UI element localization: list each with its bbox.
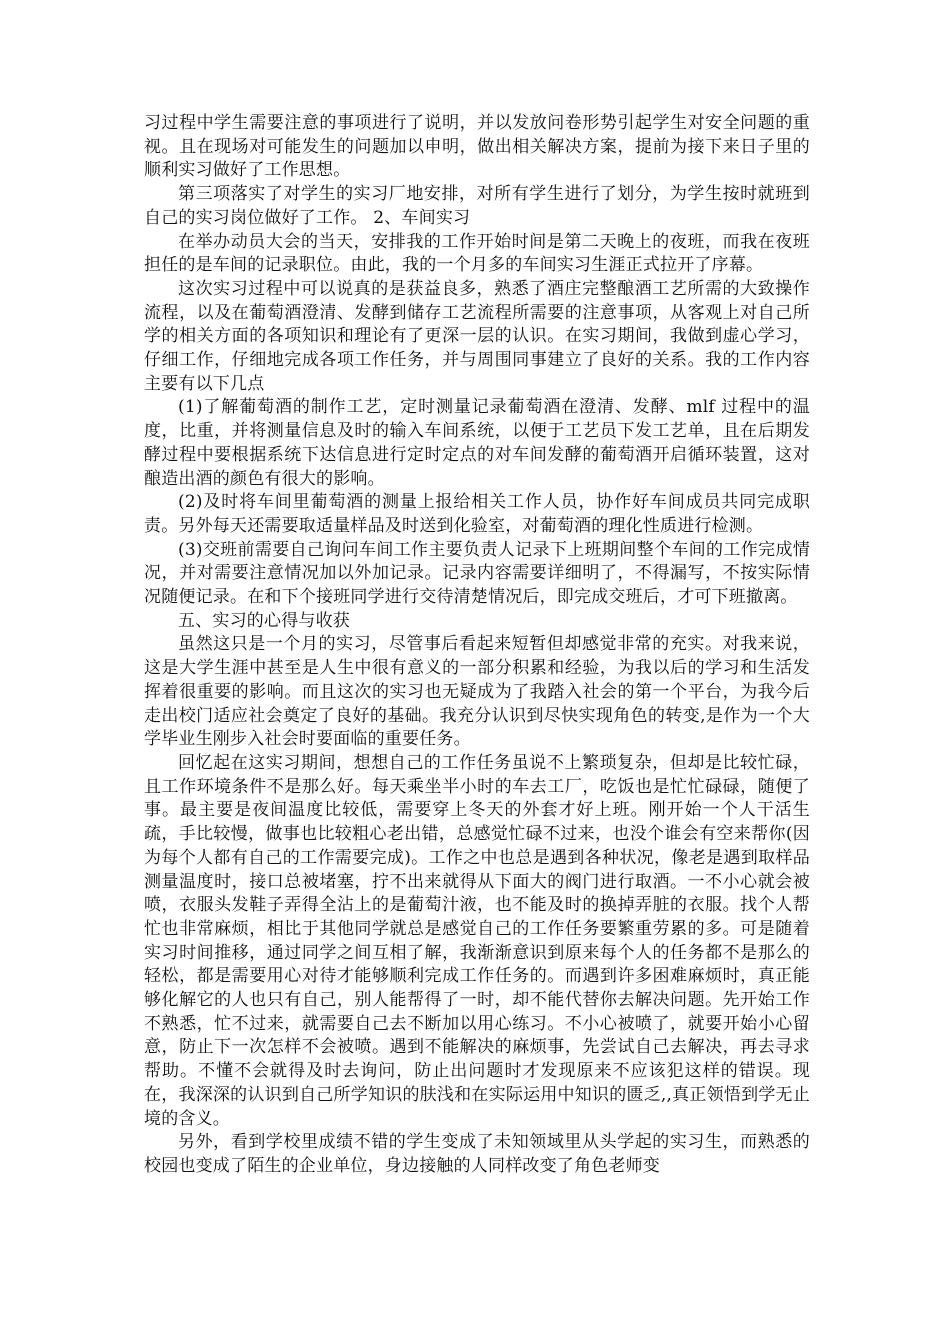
paragraph-third-item: 第三项落实了对学生的实习厂地安排，对所有学生进行了划分，为学生按时就班到自己的实习岗位做好了工作。 2、车间实习 — [144, 184, 810, 228]
paragraph-duty-1: (1)了解葡萄酒的制作工艺，定时测量记录葡萄酒在澄清、发酵、mlf 过程中的温度，比重，并将测量信息及时的输入车间系统，以便于工艺员下发工艺单，且在后期发酵过程中要根据系统下达信息进行定时定点的对车间发酵的葡萄酒开启循环装置，这对酿造出酒的颜色有很大的影响。 — [144, 397, 810, 489]
paragraph-reflection-3: 另外，看到学校里成绩不错的学生变成了未知领域里从头学起的实习生，而熟悉的校园也变成了陌生的企业单位，身边接触的人同样改变了角色老师变 — [144, 1132, 810, 1176]
paragraph-reflection-2: 回忆起在这实习期间，想想自己的工作任务虽说不上繁琐复杂，但却是比较忙碌，且工作环境条件不是那么好。每天乘坐半小时的车去工厂，吃饭也是忙忙碌碌，随便了事。最主要是夜间温度比较低，需要穿上冬天的外套才好上班。刚开始一个人干活生疏，手比较慢，做事也比较粗心老出错，总感觉忙碌不过来，也没个谁会有空来帮你(因为每个人都有自己的工作需要完成)。工作之中也总是遇到各种状况，像老是遇到取样品测量温度时，接口总被堵塞，拧不出来就得从下面大的阀门进行取酒。一不小心就会被喷，衣服头发鞋子弄得全沾上的是葡萄汁液，也不能及时的换掉弄脏的衣服。找个人帮忙也非常麻烦，相比于其他同学就总是感觉自己的工作任务要繁重劳累的多。可是随着实习时间推移，通过同学之间互相了解，我渐渐意识到原来每个人的任务都不是那么的轻松，都是需要用心对待才能够顺利完成工作任务的。而遇到许多困难麻烦时，真正能够化解它的人也只有自己，别人能帮得了一时，却不能代替你去解决问题。先开始工作不熟悉，忙不过来，就需要自己去不断加以用心练习。不小心被喷了，就要开始小心留意，防止下一次怎样不会被喷。遇到不能解决的麻烦事，先尝试自己去解决，再去寻求帮助。不懂不会就得及时去询问，防止出问题时才发现原来不应该犯这样的错误。现在，我深深的认识到自己所学知识的肤浅和在实际运用中知识的匮乏,,真正领悟到学无止境的含义。 — [144, 752, 810, 1129]
paragraph-duty-2: (2)及时将车间里葡萄酒的测量上报给相关工作人员，协作好车间成员共同完成职责。另外每天还需要取适量样品及时送到化验室，对葡萄酒的理化性质进行检测。 — [144, 492, 810, 536]
paragraph-duty-3: (3)交班前需要自己询问车间工作主要负责人记录下上班期间整个车间的工作完成情况，并对需要注意情况加以外加记录。记录内容需要详细明了，不得漏写，不按实际情况随便记录。在和下个接班同学进行交待清楚情况后，即完成交班后，才可下班撤离。 — [144, 539, 810, 608]
document-body — [144, 112, 810, 1179]
paragraph-reflection-1: 虽然这只是一个月的实习，尽管事后看起来短暂但却感觉非常的充实。对我来说，这是大学生涯中甚至是人生中很有意义的一部分积累和经验，为我以后的学习和生活发挥着很重要的影响。而且这次的实习也无疑成为了我踏入社会的第一个平台，为我今后走出校门适应社会奠定了良好的基础。我充分认识到尽快实现角色的转变,是作为一个大学毕业生刚步入社会时要面临的重要任务。 — [144, 634, 810, 750]
paragraph-intro-continued: 习过程中学生需要注意的事项进行了说明，并以发放问卷形势引起学生对安全问题的重视。且在现场对可能发生的问题加以申明，做出相关解决方案，提前为接下来日子里的顺利实习做好了工作思想。 — [144, 113, 810, 181]
section-heading-reflections: 五、实习的心得与收获 — [178, 610, 350, 631]
paragraph-gains: 这次实习过程中可以说真的是获益良多，熟悉了酒庄完整酿酒工艺所需的大致操作流程，以及在葡萄酒澄清、发酵到储存工艺流程所需要的注意事项，从客观上对自己所学的相关方面的各项知识和理论有了更深一层的认识。在实习期间，我做到虚心学习，仔细工作，仔细地完成各项工作任务，并与周围同事建立了良好的关系。我的工作内容主要有以下几点 — [144, 278, 810, 394]
paragraph-mobilization: 在举办动员大会的当天，安排我的工作开始时间是第二天晚上的夜班，而我在夜班担任的是车间的记录职位。由此，我的一个月多的车间实习生涯正式拉开了序幕。 — [144, 231, 810, 276]
